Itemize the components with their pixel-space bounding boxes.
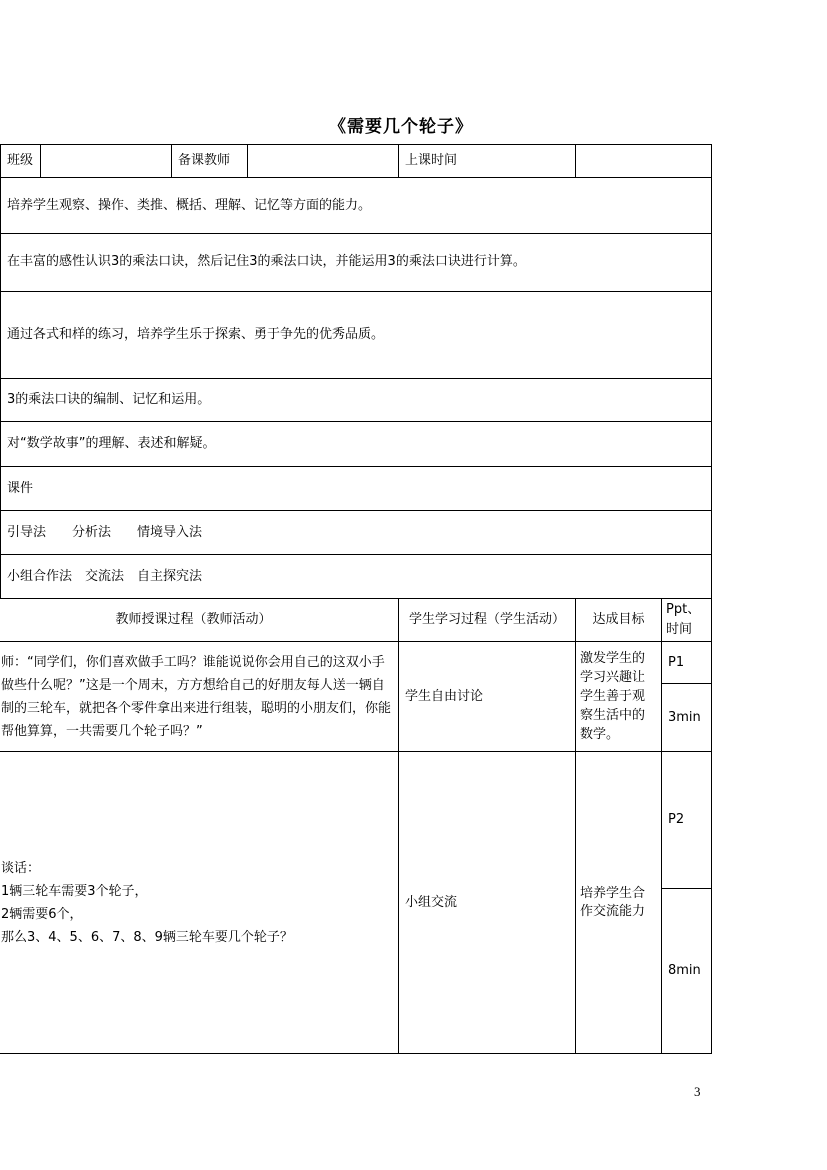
prep-teacher-label: 备课教师: [172, 145, 248, 178]
teaching-aids: 课件: [1, 467, 712, 511]
key-point: 3的乘法口诀的编制、记忆和运用。: [1, 379, 712, 422]
key-point-row: [0, 379, 712, 422]
process-row-2: [0, 752, 712, 1054]
class-time-label: 上课时间: [399, 145, 576, 178]
goal-1: 激发学生的学习兴趣让学生善于观察生活中的数学。: [576, 642, 662, 752]
goal-header: 达成目标: [576, 599, 662, 642]
teacher-activity-1: 师：“同学们，你们喜欢做手工吗？谁能说说你会用自己的这双小手做些什么呢？”这是一个周末，方方想给自己的好朋友每人送一辆自制的三轮车，就把各个零件拿出来进行组装，聪明的小朋友们，你能帮他算算，一共需要几个轮子吗？”: [0, 642, 399, 752]
time-2: 8min: [668, 963, 701, 978]
teaching-methods: 引导法 分析法 情境导入法: [1, 511, 712, 555]
teacher-activity-2-line-1: 谈话：: [1, 860, 41, 876]
objective-ability: 培养学生观察、操作、类推、概括、理解、记忆等方面的能力。: [1, 178, 712, 234]
objective-attitude: 通过各式和样的练习，培养学生乐于探索、勇于争先的优秀品质。: [1, 291, 712, 378]
student-activity-1: 学生自由讨论: [399, 642, 576, 752]
prep-teacher-value: [248, 145, 399, 178]
teacher-activity-2: [0, 752, 399, 1054]
ppt-time-header: Ppt、时间: [662, 599, 712, 642]
process-row-1: [0, 642, 712, 752]
class-label: 班级: [1, 145, 41, 178]
objective-row-2: [0, 234, 712, 291]
ppt-time-1: [662, 642, 712, 752]
class-time-value: [576, 145, 712, 178]
teacher-activity-2-line-3: 2辆需要6个，: [1, 906, 83, 922]
teacher-activity-header: 教师授课过程（教师活动）: [0, 599, 399, 642]
learning-methods-row: [0, 555, 712, 599]
page-number: 3: [694, 1084, 701, 1099]
ppt-1: P1: [662, 642, 711, 684]
objective-row-3: [0, 291, 712, 378]
teaching-methods-row: [0, 511, 712, 555]
objective-knowledge: 在丰富的感性认识3的乘法口诀，然后记住3的乘法口诀，并能运用3的乘法口诀进行计算。: [1, 234, 712, 291]
goal-2: 培养学生合作交流能力: [576, 752, 662, 1054]
difficult-point: 对“数学故事”的理解、表述和解疑。: [1, 422, 712, 467]
difficult-point-row: [0, 422, 712, 467]
learning-methods: 小组合作法 交流法 自主探究法: [1, 555, 712, 599]
student-activity-header: 学生学习过程（学生活动）: [399, 599, 576, 642]
ppt-2: P2: [662, 752, 711, 889]
header-row: [0, 145, 712, 178]
teaching-aids-row: [0, 467, 712, 511]
teacher-activity-2-line-4: 那么3、4、5、6、7、8、9辆三轮车要几个轮子？: [1, 929, 293, 945]
teacher-activity-2-line-2: 1辆三轮车需要3个轮子，: [1, 883, 148, 899]
time-1: 3min: [668, 709, 701, 725]
process-header-row: [0, 599, 712, 642]
lesson-plan-table: [0, 144, 712, 1054]
class-value: [41, 145, 172, 178]
objective-row-1: [0, 178, 712, 234]
document-title: 《需要几个轮子》: [329, 117, 473, 137]
student-activity-2: 小组交流: [399, 752, 576, 1054]
ppt-time-2: [662, 752, 712, 1054]
